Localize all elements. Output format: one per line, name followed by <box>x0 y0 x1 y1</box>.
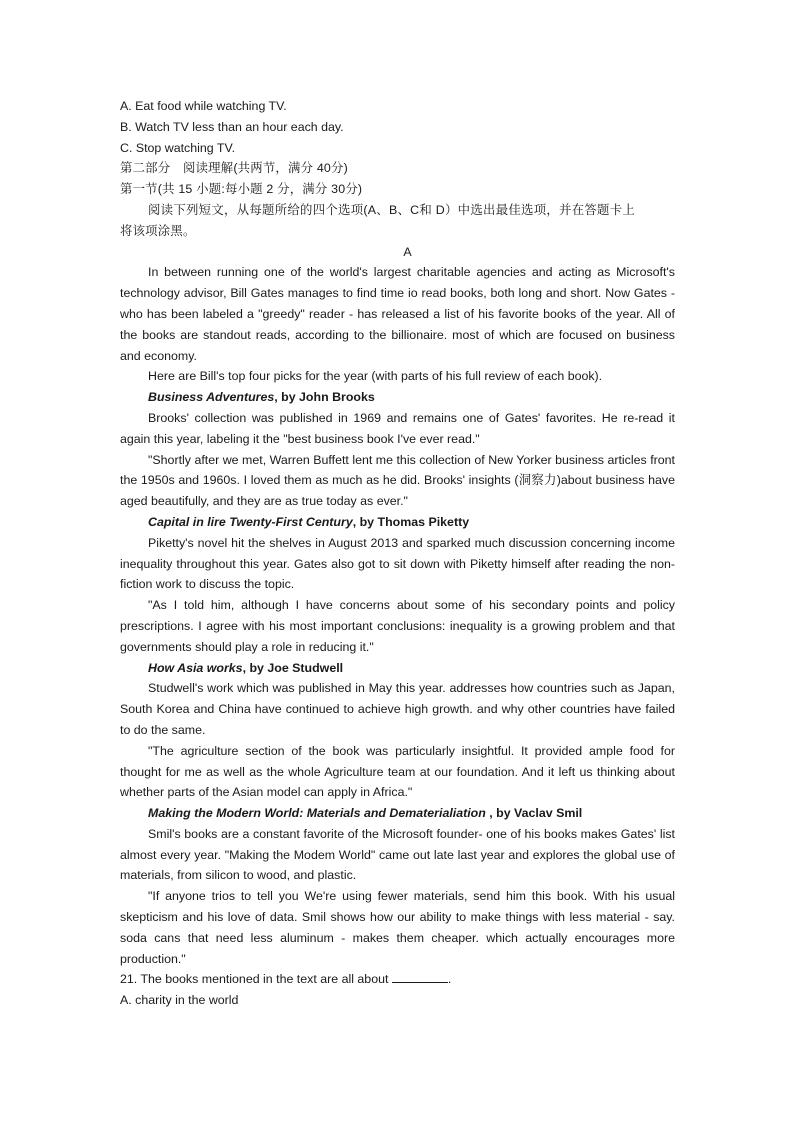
intro-paragraph: In between running one of the world's largest charitable agencies and acting as Microsoft's technology advisor, Bill Gates manages to find time io read books, both long and short. Now Gates - who has been labeled a "greedy" reader - has released a list of his favorite books of the year. All of the books are standout reads, according to the billionaire. most of which are focused on business and economy. <box>120 265 675 363</box>
section-heading-part2: 第二部分 阅读理解(共两节，满分 40分) <box>120 161 348 176</box>
book-heading-2 <box>120 512 675 533</box>
question-21-option-a: A. charity in the world <box>120 993 239 1008</box>
book3-paragraph-2: "The agriculture section of the book was particularly insightful. It provided ample food for thought for me as well as the whole Agriculture team at our foundation. And it left us thinking about whether parts of the Asian model can apply in Africa." <box>120 743 675 800</box>
book-heading-4 <box>120 803 675 824</box>
book2-paragraph-1: Piketty's novel hit the shelves in August 2013 and sparked much discussion concerning income inequality throughout this year. Gates also got to sit down with Piketty himself after reading the non-fiction work to discuss the topic. <box>120 535 675 592</box>
option-c-prev: C. Stop watching TV. <box>120 140 236 155</box>
question-21 <box>120 969 675 990</box>
book1-paragraph-1: Brooks' collection was published in 1969 and remains one of Gates' favorites. He re-read it again this year, labeling it the "best business book I've ever read." <box>120 410 675 446</box>
instructions: 阅读下列短文，从每题所给的四个选项(A、B、C和 D）中选出最佳选项，并在答题卡上将该项涂黑。 <box>120 202 635 238</box>
book-title: Making the Modern World: Materials and Dematerialiation <box>148 806 486 821</box>
page-content <box>120 96 675 1011</box>
book4-paragraph-1: Smil's books are a constant favorite of the Microsoft founder- one of his books makes Gates' list almost every year. "Making the Modem World" came out late last year and explores the global use of materials, from silicon to wood, and plastic. <box>120 826 675 883</box>
section-heading-1: 第一节(共 15 小题:每小题 2 分，满分 30分) <box>120 182 363 197</box>
book-author: , by Thomas Piketty <box>352 514 470 529</box>
question-stem: 21. The books mentioned in the text are all about <box>120 972 389 987</box>
book-title: Capital in lire Twenty-First Century <box>148 514 353 529</box>
book-author: , by Vaclav Smil <box>485 806 583 821</box>
book-author: , by John Brooks <box>274 390 375 405</box>
book1-paragraph-2: "Shortly after we met, Warren Buffett lent me this collection of New Yorker business articles front the 1950s and 1960s. I loved them as much as he did. Brooks' insights (洞察力)about business have aged beautifully, and they are as true today as ever." <box>120 452 675 509</box>
option-b-prev: B. Watch TV less than an hour each day. <box>120 119 344 134</box>
book2-paragraph-2: "As I told him, although I have concerns about some of his secondary points and policy prescriptions. I agree with his most important conclusions: inequality is a growing problem and that governments should play a role in reducing it." <box>120 598 675 654</box>
option-a-prev: A. Eat food while watching TV. <box>120 99 287 113</box>
question-end: . <box>447 972 452 987</box>
book-author: , by Joe Studwell <box>242 660 344 675</box>
book4-paragraph-2: "If anyone trios to tell you We're using fewer materials, send him this book. With his usual skepticism and his love of data. Smil shows how our ability to make things with less material - say. soda cans that need less aluminum - makes them cheaper. which actually encourages more production." <box>120 889 675 966</box>
answer-blank <box>392 970 448 983</box>
picks-paragraph: Here are Bill's top four picks for the year (with parts of his full review of each book). <box>148 369 603 384</box>
book-heading-1 <box>120 387 675 408</box>
book-title: Business Adventures <box>148 390 275 405</box>
book-title: How Asia works <box>148 660 243 675</box>
book-heading-3 <box>120 658 675 679</box>
book3-paragraph-1: Studwell's work which was published in May this year. addresses how countries such as Japan, South Korea and China have continued to achieve high growth. and why other countries have failed to do the same. <box>120 681 675 737</box>
passage-label: A <box>403 244 412 259</box>
